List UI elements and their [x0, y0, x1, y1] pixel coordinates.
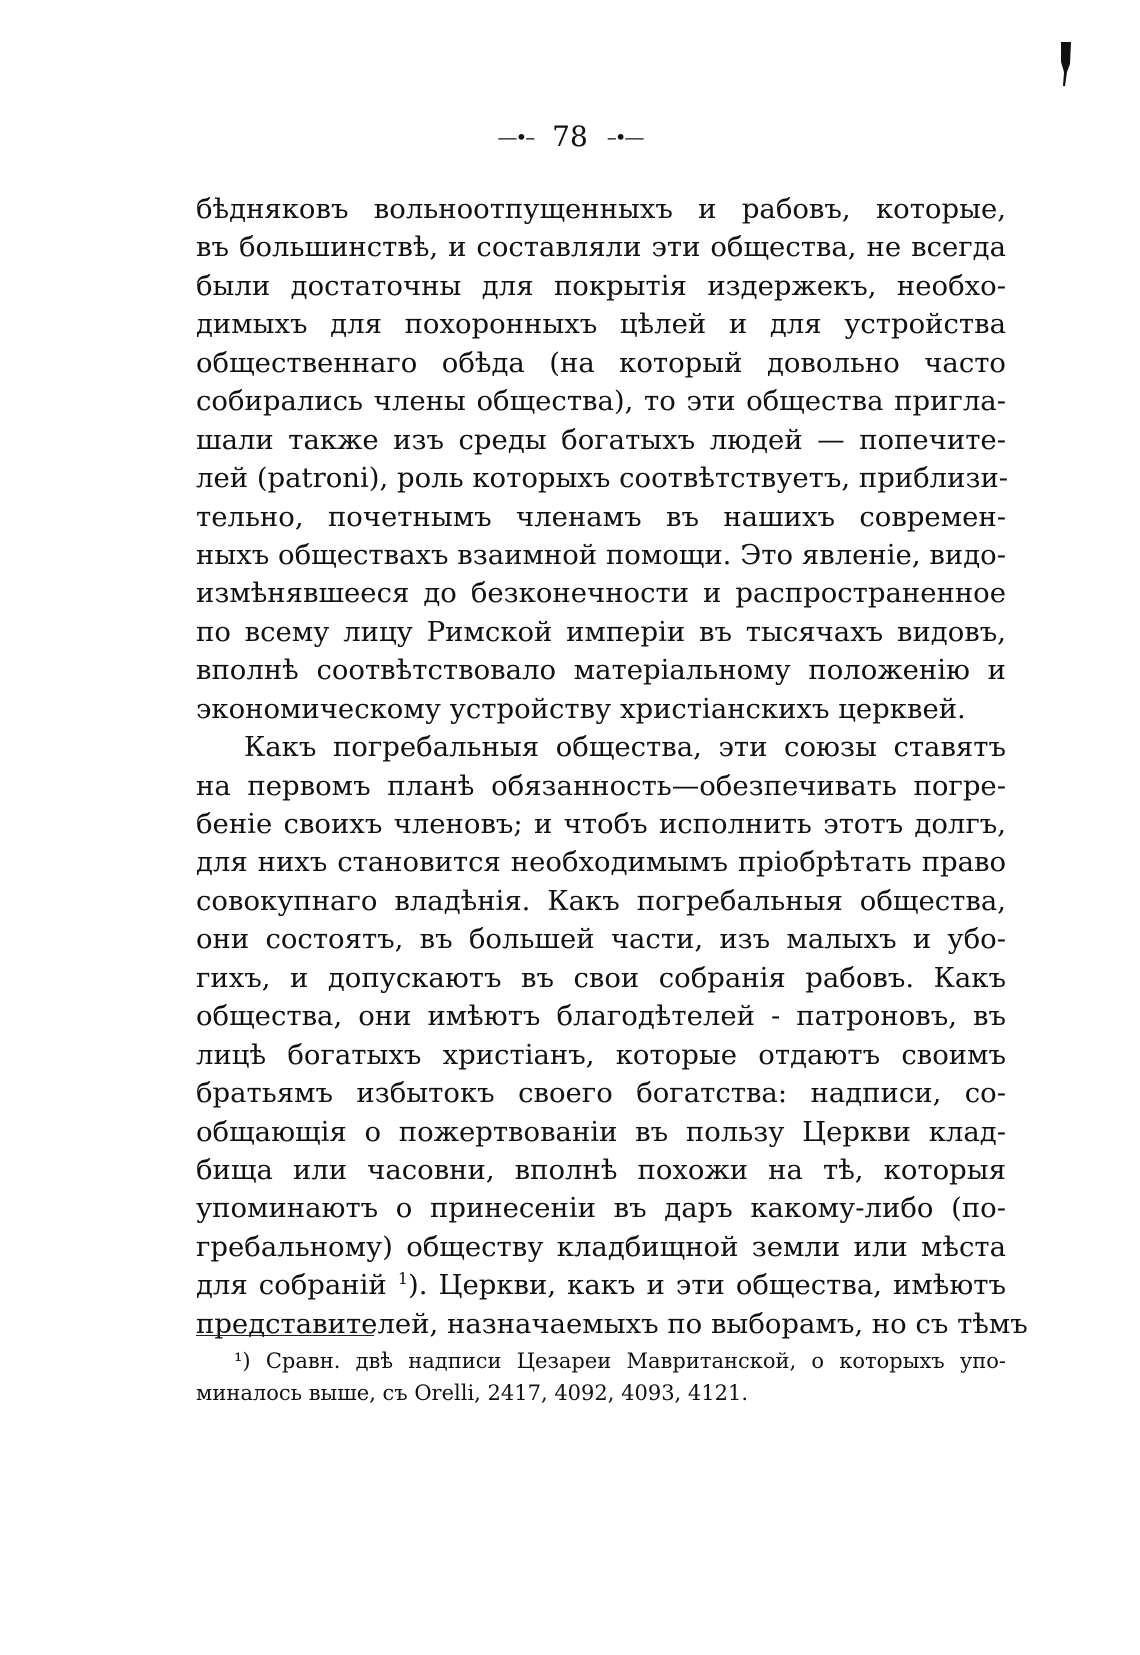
text-line: совокупнаго владѣнія. Какъ погребальныя общества, [196, 884, 1006, 917]
footnote-text: ) Сравн. двѣ надписи Цезареи Мавританской, о которыхъ упо- [242, 1349, 1006, 1373]
header-ornament-left: —•– [497, 124, 534, 149]
text-line: бища или часовни, вполнѣ похожи на тѣ, которыя [196, 1153, 1006, 1186]
text-line: шали также изъ среды богатыхъ людей — попечите- [196, 423, 1006, 456]
text-line: беніе своихъ членовъ; и чтобъ исполнить этотъ долгъ, [196, 808, 1006, 840]
text-fragment: ). Церкви, какъ и эти общества, имѣютъ [408, 1269, 1007, 1302]
text-line: бѣдняковъ вольноотпущенныхъ и рабовъ, которые, [196, 193, 1006, 225]
ink-blot-mark [1060, 42, 1072, 88]
text-line: на первомъ планѣ обязанность—обезпечивать погре- [196, 769, 1006, 802]
text-line: по всему лицу Римской имперіи въ тысячахъ видовъ, [196, 615, 1006, 648]
header-ornament-right: –•— [606, 124, 643, 149]
text-line: измѣнявшееся до безконечности и распространенное [196, 577, 1006, 610]
page-header [0, 118, 1140, 154]
text-line: общественнаго обѣда (на который довольно часто [196, 346, 1006, 379]
text-line: собирались члены общества), то эти общества пригла- [196, 385, 1006, 418]
footnote-line [196, 1345, 1006, 1377]
text-line: гихъ, и допускаютъ въ свои собранія рабовъ. Какъ [196, 961, 1006, 994]
text-line: представителей, назначаемыхъ по выборамъ, но съ тѣмъ [196, 1307, 1028, 1340]
text-line: вполнѣ соотвѣтствовало матеріальному положенію и [196, 654, 1006, 687]
main-text [196, 190, 1028, 1343]
text-line: общества, они имѣютъ благодѣтелей - патроновъ, въ [196, 1000, 1006, 1033]
footnote [196, 1345, 1006, 1409]
text-line: для нихъ становится необходимымъ пріобрѣтать право [196, 846, 1006, 879]
text-line: общающія о пожертвованіи въ пользу Церкви клад- [196, 1115, 1006, 1148]
footnote-marker: ¹ [234, 1349, 243, 1373]
text-line: лей (patroni), роль которыхъ соотвѣтствуетъ, приблизи- [196, 462, 1009, 495]
text-line: тельно, почетнымъ членамъ въ нашихъ современ- [196, 500, 1006, 533]
text-fragment: для собраній [196, 1269, 398, 1302]
footnote-reference[interactable]: 1 [397, 1269, 408, 1289]
text-line: они состоятъ, въ большей части, изъ малыхъ и убо- [196, 923, 1006, 956]
text-line: ныхъ обществахъ взаимной помощи. Это явленіе, видо- [196, 538, 1006, 571]
text-line-with-footnote-ref [196, 1266, 1006, 1304]
text-line: димыхъ для похоронныхъ цѣлей и для устройства [196, 308, 1006, 341]
text-line: гребальному) обществу кладбищной земли или мѣста [196, 1230, 1006, 1263]
page-number: 78 [552, 119, 588, 153]
text-line: экономическому устройству христіанскихъ церквей. [196, 692, 966, 725]
text-line: въ большинствѣ, и составляли эти общества, не всегда [196, 231, 1006, 264]
text-line: братьямъ избытокъ своего богатства: надписи, со- [196, 1077, 1006, 1110]
text-line: лицѣ богатыхъ христіанъ, которые отдаютъ своимъ [196, 1038, 1006, 1071]
text-line: Какъ погребальныя общества, эти союзы ставятъ [244, 731, 1006, 764]
text-line: упоминаютъ о принесеніи въ даръ какому-либо (по- [196, 1192, 1006, 1225]
footnote-line: миналось выше, съ Orelli, 2417, 4092, 4093, 4121. [196, 1381, 749, 1405]
text-line: были достаточны для покрытія издержекъ, необхо- [196, 269, 1006, 302]
footnote-divider [196, 1335, 374, 1336]
